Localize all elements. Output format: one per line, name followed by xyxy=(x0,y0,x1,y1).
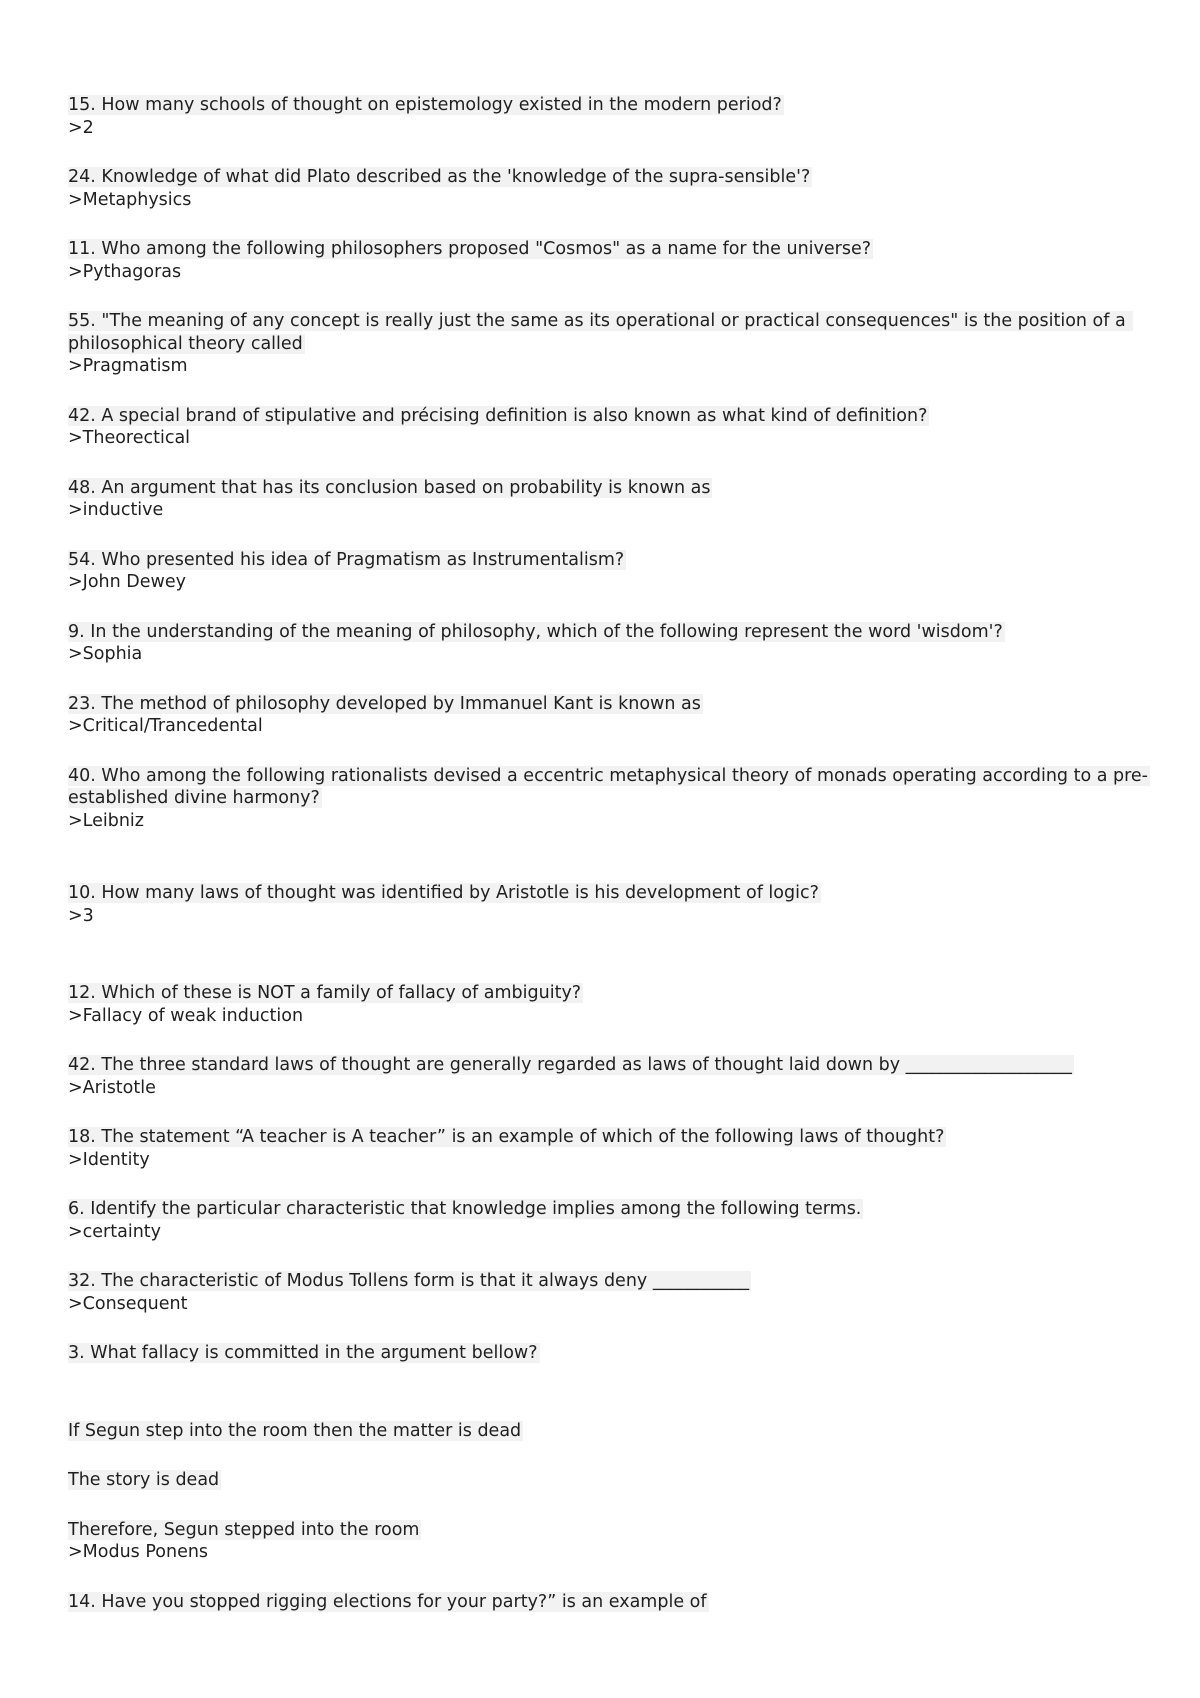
question-text: 18. The statement “A teacher is A teacher” is an example of which of the following laws of thought? xyxy=(68,1127,945,1147)
qa-item-2 xyxy=(68,238,1148,283)
answer-text: >Aristotle xyxy=(68,1077,156,1098)
qa-item-14 xyxy=(68,1198,1148,1243)
conclusion-text: Therefore, Segun stepped into the room xyxy=(68,1519,420,1540)
answer-text: >Leibniz xyxy=(68,810,144,831)
answer-text: >John Dewey xyxy=(68,572,186,592)
question-text: 24. Knowledge of what did Plato described as the 'knowledge of the supra-sensible'? xyxy=(68,167,811,187)
question-text: 55. "The meaning of any concept is really just the same as its operational or practical consequences" is the position of a philosophical theory called xyxy=(68,311,1132,354)
question-text: 3. What fallacy is committed in the argument bellow? xyxy=(68,1343,538,1363)
answer-text: >3 xyxy=(68,905,94,926)
answer-text: >Critical/Trancedental xyxy=(68,716,263,736)
answer-text: >Pragmatism xyxy=(68,356,188,376)
qa-item-8 xyxy=(68,693,1148,738)
qa-item-0 xyxy=(68,94,1148,139)
premise-text: If Segun step into the room then the matter is dead xyxy=(68,1420,522,1441)
answer-text: >Fallacy of weak induction xyxy=(68,1005,304,1026)
question-text: 15. How many schools of thought on epistemology existed in the modern period? xyxy=(68,95,782,115)
question-text: 32. The characteristic of Modus Tollens form is that it always deny ___________ xyxy=(68,1271,750,1291)
qa-item-10 xyxy=(68,882,1148,927)
question-text: 42. A special brand of stipulative and précising definition is also known as what kind of definition? xyxy=(68,405,928,426)
question-text: 14. Have you stopped rigging elections for your party?” is an example of xyxy=(68,1591,707,1612)
premise-text: The story is dead xyxy=(68,1470,220,1490)
question-text: 42. The three standard laws of thought are generally regarded as laws of thought laid down by ___________________ xyxy=(68,1055,1072,1075)
qa-item-20 xyxy=(68,1591,1148,1614)
argument-conclusion xyxy=(68,1519,1148,1564)
question-text: 23. The method of philosophy developed by Immanuel Kant is known as xyxy=(68,693,701,714)
question-text: 12. Which of these is NOT a family of fallacy of ambiguity? xyxy=(68,983,582,1003)
answer-text: >Sophia xyxy=(68,644,143,664)
question-text: 48. An argument that has its conclusion based on probability is known as xyxy=(68,477,711,498)
question-text: 11. Who among the following philosophers proposed "Cosmos" as a name for the universe? xyxy=(68,239,872,259)
answer-text: >Consequent xyxy=(68,1293,188,1314)
answer-text: >certainty xyxy=(68,1221,162,1242)
answer-text: >Metaphysics xyxy=(68,189,192,210)
question-text: 10. How many laws of thought was identified by Aristotle is his development of logic? xyxy=(68,883,819,903)
answer-text: >Modus Ponens xyxy=(68,1542,209,1562)
qa-item-15 xyxy=(68,1270,1148,1315)
qa-item-16 xyxy=(68,1342,1148,1365)
question-text: 40. Who among the following rationalists devised a eccentric metaphysical theory of monads operating according to a pre-established divine harmony? xyxy=(68,765,1149,808)
answer-text: >Theorectical xyxy=(68,428,191,448)
document-page xyxy=(68,94,1148,1613)
argument-premise-1 xyxy=(68,1420,1148,1443)
question-text: 6. Identify the particular characteristic that knowledge implies among the following terms. xyxy=(68,1199,862,1219)
qa-item-5 xyxy=(68,477,1148,522)
qa-item-13 xyxy=(68,1126,1148,1171)
argument-premise-2 xyxy=(68,1469,1148,1492)
qa-item-11 xyxy=(68,982,1148,1027)
qa-item-6 xyxy=(68,549,1148,594)
answer-text: >2 xyxy=(68,117,94,138)
qa-item-12 xyxy=(68,1054,1148,1099)
question-text: 54. Who presented his idea of Pragmatism as Instrumentalism? xyxy=(68,549,625,570)
qa-item-7 xyxy=(68,621,1148,666)
qa-item-9 xyxy=(68,765,1148,833)
answer-text: >inductive xyxy=(68,500,164,520)
qa-item-4 xyxy=(68,405,1148,450)
answer-text: >Identity xyxy=(68,1149,150,1170)
answer-text: >Pythagoras xyxy=(68,261,182,282)
qa-item-1 xyxy=(68,166,1148,211)
question-text: 9. In the understanding of the meaning of philosophy, which of the following represent the word 'wisdom'? xyxy=(68,621,1003,642)
qa-item-3 xyxy=(68,310,1148,378)
